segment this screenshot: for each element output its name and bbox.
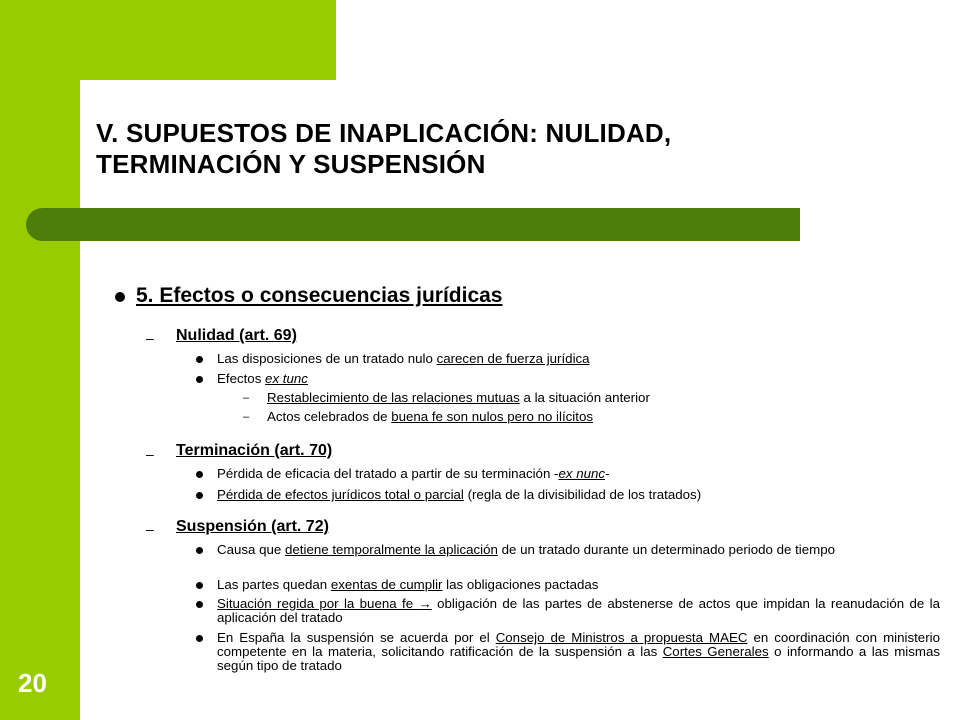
dash-marker: – xyxy=(146,521,154,537)
title-line-1: V. SUPUESTOS DE INAPLICACIÓN: NULIDAD, xyxy=(96,118,672,148)
terminacion-heading: Terminación (art. 70) xyxy=(176,442,333,459)
suspension-item-3: Situación regida por la buena fe → obligación de las partes de abstenerse de actos que impidan la reanudación de la aplicación del tratado xyxy=(217,596,940,625)
title-line-2: TERMINACIÓN Y SUSPENSIÓN xyxy=(96,149,486,179)
terminacion-item-2: Pérdida de efectos jurídicos total o parcial (regla de la divisibilidad de los tratados) xyxy=(217,487,702,502)
bullet-dot xyxy=(196,471,203,478)
arrow-right-icon: → xyxy=(418,596,432,611)
suspension-item-1: Causa que detiene temporalmente la aplicación de un tratado durante un determinado periodo de tiempo xyxy=(217,542,835,557)
bullet-dot xyxy=(115,292,125,302)
nulidad-heading: Nulidad (art. 69) xyxy=(176,327,297,344)
nulidad-item-2: Efectos ex tunc xyxy=(217,371,308,386)
bullet-dot xyxy=(196,547,203,554)
bullet-dot xyxy=(196,635,203,642)
slide-number: 20 xyxy=(18,668,47,698)
suspension-item-4: En España la suspensión se acuerda por el Consejo de Ministros a propuesta MAEC en coordinación con ministerio competente en la materia, solicitando ratificación de la suspensión a las Cortes Generales o informando a las mismas según tipo de tratado xyxy=(217,630,940,673)
nulidad-item-1: Las disposiciones de un tratado nulo carecen de fuerza jurídica xyxy=(217,351,590,366)
dash-marker: – xyxy=(243,411,250,423)
bullet-dot xyxy=(196,492,203,499)
terminacion-item-1: Pérdida de eficacia del tratado a partir de su terminación -ex nunc- xyxy=(217,466,610,481)
nulidad-subitem-2: Actos celebrados de buena fe son nulos pero no ilícitos xyxy=(267,409,593,424)
suspension-heading: Suspensión (art. 72) xyxy=(176,518,329,535)
section-heading: 5. Efectos o consecuencias jurídicas xyxy=(136,284,503,307)
bullet-dot xyxy=(196,582,203,589)
dash-marker: – xyxy=(146,330,154,346)
bullet-dot xyxy=(196,376,203,383)
dash-marker: – xyxy=(146,446,154,462)
bullet-dot xyxy=(196,356,203,363)
suspension-item-2: Las partes quedan exentas de cumplir las obligaciones pactadas xyxy=(217,577,599,592)
dash-marker: – xyxy=(243,392,250,404)
nulidad-subitem-1: Restablecimiento de las relaciones mutuas a la situación anterior xyxy=(267,390,650,405)
bullet-dot xyxy=(196,601,203,608)
